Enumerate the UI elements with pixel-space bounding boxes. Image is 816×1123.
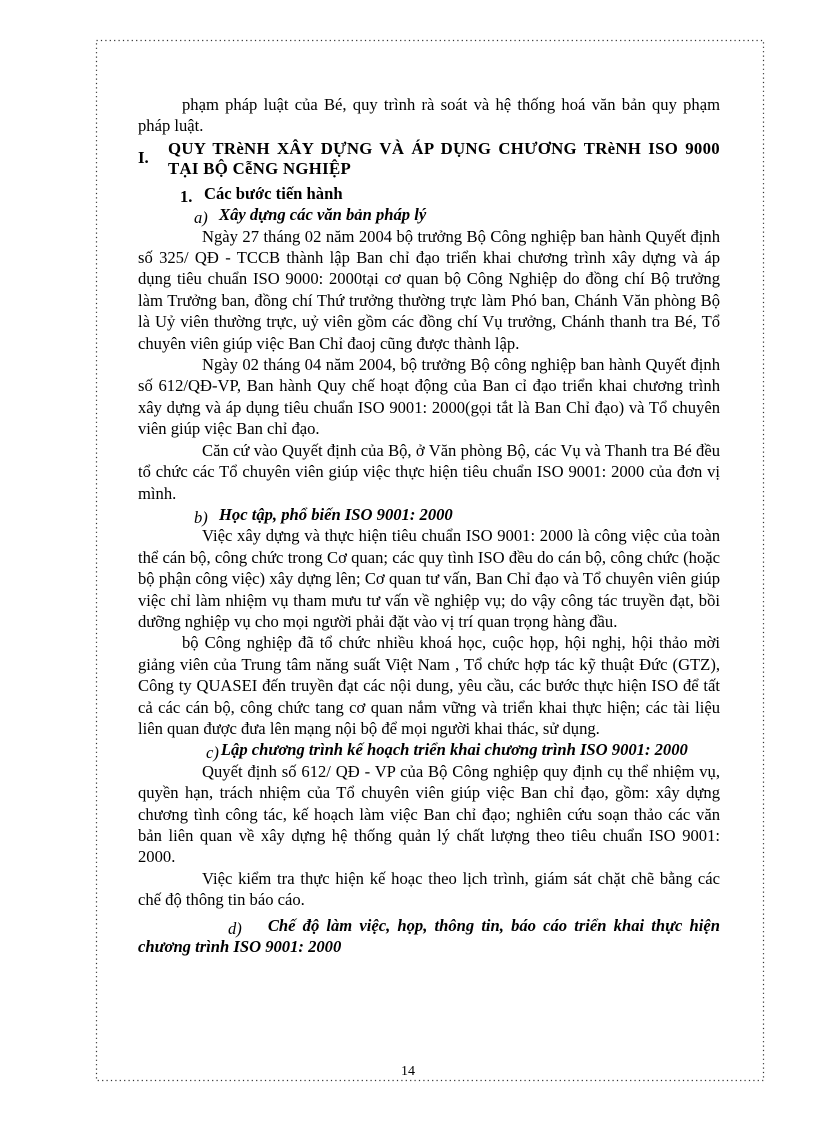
part-a-title: Xây dựng các văn bản pháp lý <box>219 205 427 225</box>
part-a-heading <box>194 204 720 228</box>
part-b-paragraph-2: bộ Công nghiệp đã tổ chức nhiều khoá học, cuộc họp, hội nghị, hội thảo mời giảng viên của Trung tâm năng suất Việt Nam , Tổ chức hợp tác kỹ thuật Đức (GTZ), Công ty QUASEI đến truyền đạt các nội dung, yêu cầu, các bước thực hiện ISO để tất cả các cán bộ, công chức tang cơ quan nắm vững và triển khai thực hiện; các tài liệu liên quan được đưa lên mạng nội bộ để mọi người khai thác, sử dụng. <box>138 633 720 738</box>
subsection-heading <box>180 183 720 204</box>
subsection-number: 1. <box>180 186 193 206</box>
part-b-heading <box>194 504 720 525</box>
part-d-heading <box>138 915 720 958</box>
subsection-title: Các bước tiến hành <box>204 183 343 203</box>
part-b-paragraph-1: Việc xây dựng và thực hiện tiêu chuẩn ISO 9001: 2000 là công việc của toàn thể cán bộ, công chức trong Cơ quan; các quy tình ISO đều do cán bộ, công chức (hoặc bộ phận công việc) xây dựng lên; Cơ quan tư vấn, Ban Chỉ đạo và Tổ chuyên viên giúp việc chỉ làm nhiệm vụ tham mưu tư vấn về nghiệp vụ; do vậy công tác truyền đạt, bồi dưỡng nghiệp vụ cho mọi người phải đặt vào vị trí quan trọng hàng đầu. <box>138 526 720 631</box>
part-a-paragraph-3: Căn cứ vào Quyết định của Bộ, ở Văn phòng Bộ, các Vụ và Thanh tra Bé đều tổ chức các Tổ chuyên viên giúp việc thực hiện tiêu chuẩn ISO 9001: 2000 của đơn vị mình. <box>138 440 720 503</box>
part-c-label: c) <box>206 743 219 763</box>
part-a-label: a) <box>194 208 208 228</box>
part-c-paragraph-1: Quyết định số 612/ QĐ - VP của Bộ Công nghiệp quy định cụ thể nhiệm vụ, quyền hạn, trách nhiệm của Tổ chuyên viên giúp việc Ban chỉ đạo, gồm: xây dựng chương tình công tác, kế hoạch làm việc Ban chỉ đạo; nghiên cứu soạn thảo các văn bản liên quan về xây dựng hệ thống quản lý chất lượng theo tiêu chuẩn ISO 9001: 2000. <box>138 761 720 867</box>
part-d-label: d) <box>228 918 242 938</box>
part-c-heading <box>138 739 720 763</box>
document-body <box>138 94 720 957</box>
part-a-paragraph-2: Ngày 02 tháng 04 năm 2004, bộ trưởng Bộ công nghiệp ban hành Quyết định số 612/QĐ-VP, Ban hành Quy chế hoạt động của Ban cỉ đạo triển khai chương trình xây dựng và áp dụng tiêu chuẩn ISO 9001: 2000(gọi tắt là Ban Chỉ đạo) và Tổ chuyên viên giúp việc Ban chỉ đạo. <box>138 355 720 439</box>
part-a-paragraph-1: Ngày 27 tháng 02 năm 2004 bộ trưởng Bộ Công nghiệp ban hành Quyết định số 325/ QĐ - TCCB thành lập Ban chỉ đạo triển khai chương trình xây dựng và áp dụng tiêu chuẩn ISO 9000: 2000tại cơ quan bộ Công Nghiệp do đồng chí Bộ trưởng làm Trưởng ban, đồng chí Thứ trưởng thường trực làm Phó ban, Chánh Văn phòng Bộ là Uỷ viên thường trực, uỷ viên gồm các đồng chí Vụ trưởng, Chánh thanh tra Bé, Tổ chuyên viên giúp việc Ban Chỉ đaoj cũng được thành lập. <box>138 226 720 353</box>
section-number: I. <box>138 147 149 167</box>
part-c-paragraph-2: Việc kiểm tra thực hiện kế hoạc theo lịch trình, giám sát chặt chẽ bằng các chế độ thông tin báo cáo. <box>138 868 720 910</box>
part-c-title: Lập chương trình kế hoạch triển khai chương trình ISO 9001: 2000 <box>220 740 688 760</box>
page-number: 14 <box>401 1064 415 1079</box>
intro-paragraph: phạm pháp luật của Bé, quy trình rà soát và hệ thống hoá văn bản quy phạm pháp luật. <box>138 95 720 136</box>
part-d-title: Chế độ làm việc, họp, thông tin, báo cáo triển khai thực hiện chương trình ISO 9001: 2000 <box>138 915 720 957</box>
section-heading <box>138 139 720 179</box>
section-title: QUY TRèNH XÂY DỰNG VÀ ÁP DỤNG CHƯƠNG TRèNH ISO 9000 TẠI BỘ CễNG NGHIỆP <box>168 138 720 178</box>
part-b-title: Học tập, phổ biến ISO 9001: 2000 <box>219 504 453 524</box>
part-b-label: b) <box>194 507 208 527</box>
